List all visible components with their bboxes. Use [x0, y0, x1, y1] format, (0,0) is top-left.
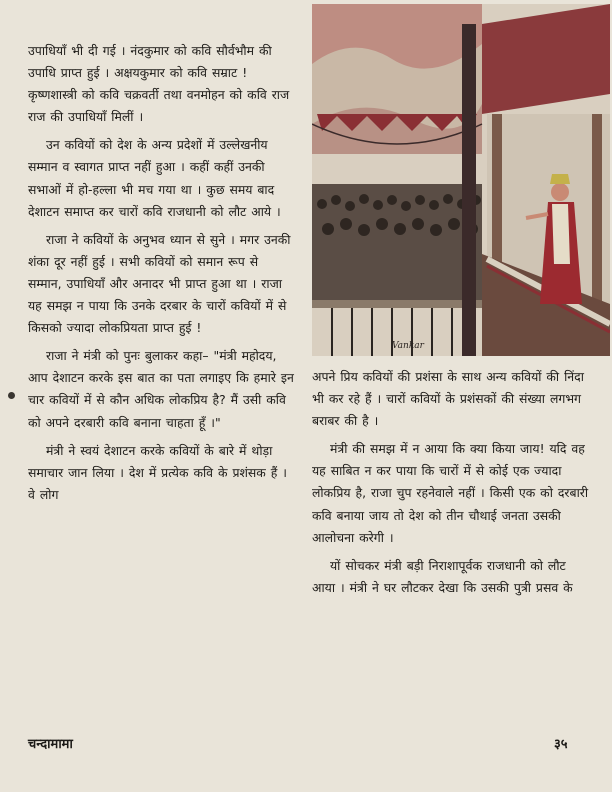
illustration-svg: [312, 4, 610, 356]
paragraph: राजा ने मंत्री को पुनः बुलाकर कहा– "मंत्री महोदय, आप देशाटन करके इस बात का पता लगाइए कि हमारे इन चार कवियों में से कौन अधिक लोकप्रिय है? मैं उसी कवि को अपने दरबारी कवि बनाना चाहता हूँ ।": [28, 348, 294, 430]
paragraph: उन कवियों को देश के अन्य प्रदेशों में उल्लेखनीय सम्मान व स्वागत प्राप्त नहीं हुआ । कहीं कहीं उनकी सभाओं में हो-हल्ला भी मच गया था । कुछ समय बाद देशाटन समाप्त कर चारों कवि राजधानी को लौट आये ।: [28, 137, 281, 219]
paragraph: उपाधियाँ भी दी गई । नंदकुमार को कवि सौर्वभौम की उपाधि प्राप्त हुई । अक्षयकुमार को कवि सम्राट ! कृष्णशास्त्री को कवि चक्रवर्ती तथा वनमोहन को कवि राज राज की उपाधियाँ मिलीं ।: [28, 43, 290, 125]
page-number: ३५: [554, 737, 568, 752]
paragraph: यों सोचकर मंत्री बड़ी निराशापूर्वक राजधानी को लौट आया । मंत्री ने घर लौटकर देखा कि उसकी पुत्री प्रसव के: [312, 557, 573, 595]
left-text-column: [28, 40, 296, 512]
right-text-column: [312, 366, 590, 605]
paragraph: मंत्री ने स्वयं देशाटन करके कवियों के बारे में थोड़ा समाचार जान लिया । देश में प्रत्येक कवि के प्रशंसक हैं । वे लोग: [28, 442, 287, 502]
magazine-name: चन्दामामा: [28, 737, 73, 752]
story-illustration: [312, 4, 610, 356]
paragraph: मंत्री की समझ में न आया कि क्या किया जाय! यदि वह यह साबित न कर पाया कि चारों में से कोई एक ज्यादा लोकप्रिय है, राजा चुप रहनेवाले नहीं । किसी एक को दरबारी कवि बनाया जाय तो देश को तीन चौथाई जनता उसकी आलोचना करेगी ।: [312, 441, 589, 545]
paragraph: अपने प्रिय कवियों की प्रशंसा के साथ अन्य कवियों की निंदा भी कर रहे हैं । चारों कवियों के प्रशंसकों की संख्या लगभग बराबर की है ।: [312, 369, 584, 429]
illustrator-signature: Vankar: [392, 341, 424, 351]
paragraph: राजा ने कवियों के अनुभव ध्यान से सुने । मगर उनकी शंका दूर नहीं हुई । सभी कवियों को समान रूप से सम्मान, उपाधियाँ और अनादर भी प्राप्त हुआ था । राजा यह समझ न पाया कि उनके दरबार के चारों कवियों में से किसको ज्यादा लोकप्रियता प्राप्त हुई !: [28, 231, 291, 336]
margin-dot: [8, 392, 15, 399]
